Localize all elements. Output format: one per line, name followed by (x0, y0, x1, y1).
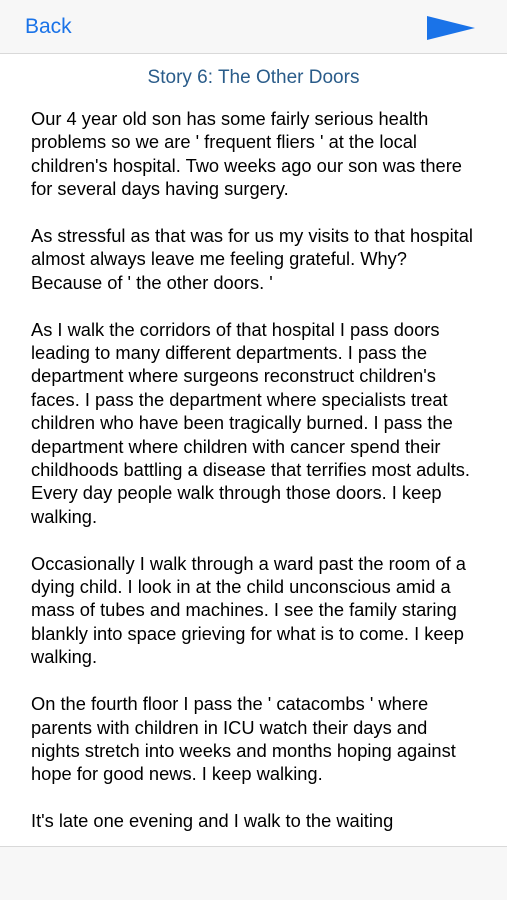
story-content[interactable] (0, 54, 507, 846)
story-body (0, 107, 507, 833)
story-paragraph: Our 4 year old son has some fairly serious health problems so we are ' frequent fliers ' at the local children's hospital. Two weeks ago our son was there for several days having surgery. (31, 108, 462, 200)
navigation-bar (0, 0, 507, 54)
back-button[interactable]: Back (25, 15, 72, 38)
bottom-toolbar (0, 846, 507, 900)
next-story-button[interactable] (425, 14, 477, 42)
story-paragraph: As I walk the corridors of that hospital I pass doors leading to many different departments. I pass the department where surgeons reconstruct children's faces. I pass the department where specialists treat children who have been tragically burned. I pass the department where children with cancer spend their childhoods battling a disease that terrifies most adults. Every day people walk through those doors. I keep walking. (31, 318, 470, 527)
story-paragraph: Occasionally I walk through a ward past the room of a dying child. I look in at the child unconscious amid a mass of tubes and machines. I see the family staring blankly into space grieving for what is to come. I keep walking. (31, 552, 466, 668)
story-paragraph: On the fourth floor I pass the ' catacombs ' where parents with children in ICU watch their days and nights stretch into weeks and months hoping against hope for good news. I keep walking. (31, 693, 456, 785)
play-arrow-icon (425, 14, 477, 42)
story-title: Story 6: The Other Doors (147, 67, 360, 88)
story-paragraph: As stressful as that was for us my visits to that hospital almost always leave me feeling grateful. Why? Because of ' the other doors. ' (31, 225, 473, 293)
story-paragraph: It's late one evening and I walk to the waiting (31, 810, 394, 832)
